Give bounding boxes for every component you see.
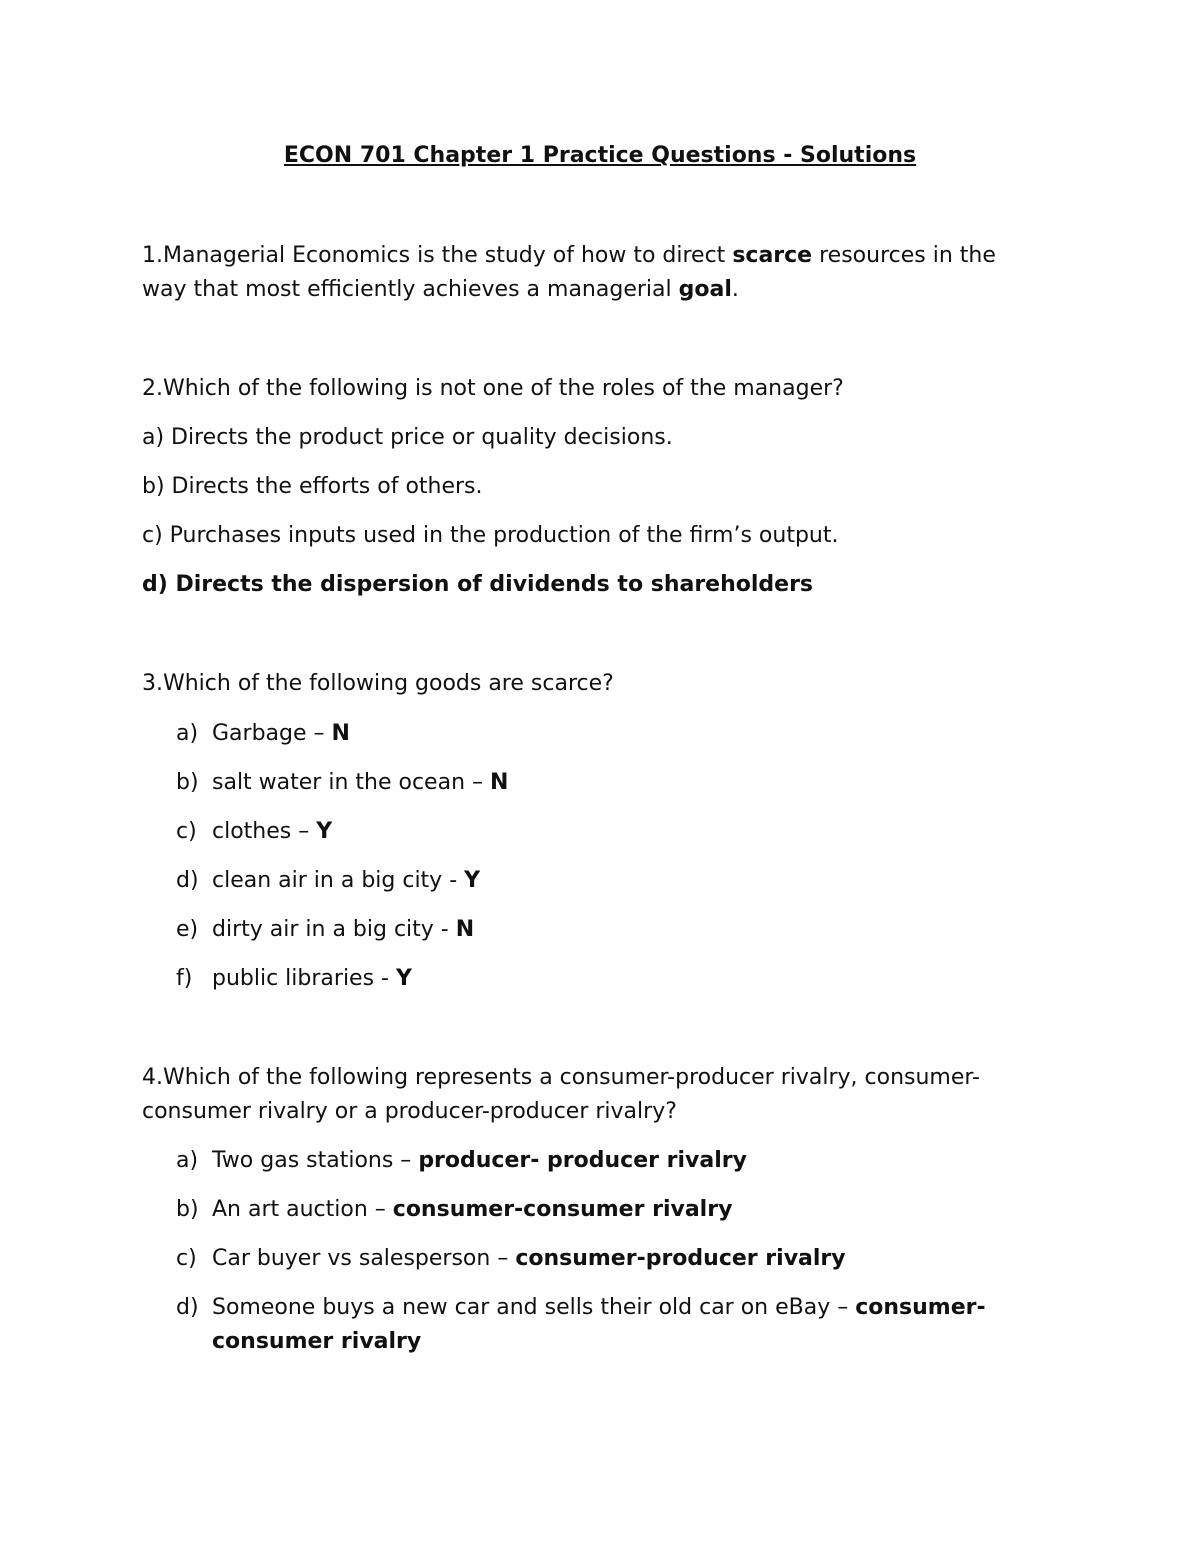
- q3-item-label: d): [176, 868, 199, 893]
- q4-item-answer: consumer-producer rivalry: [515, 1246, 846, 1271]
- q3-item-e: [176, 913, 474, 947]
- q3-item-answer: N: [490, 770, 509, 795]
- q4-item-text: Car buyer vs salesperson –: [212, 1246, 516, 1271]
- q3-item-label: b): [176, 770, 199, 795]
- q1-answer-scarce: scarce: [732, 243, 813, 268]
- q2-option-d-answer: d) Directs the dispersion of dividends to shareholders: [142, 572, 814, 597]
- q4-item-answer: producer- producer rivalry: [418, 1148, 747, 1173]
- q3-item-answer: N: [331, 721, 350, 746]
- q1-text-3: way that most efficiently achieves a managerial: [142, 277, 679, 302]
- q4-item-text: Two gas stations –: [212, 1148, 419, 1173]
- q3-item-c: [176, 815, 332, 849]
- q3-item-label: e): [176, 917, 199, 942]
- q4-item-label: d): [176, 1295, 199, 1320]
- q3-item-text: Garbage –: [212, 721, 332, 746]
- q4-item-d: [176, 1291, 986, 1325]
- q1-line-2: [142, 273, 739, 307]
- q3-item-label: a): [176, 721, 199, 746]
- q3-question: 3.Which of the following goods are scarce?: [142, 671, 614, 696]
- q3-item-answer: Y: [316, 819, 333, 844]
- q4-item-d-answer-cont: consumer rivalry: [212, 1329, 422, 1354]
- q3-item-answer: Y: [464, 868, 481, 893]
- q3-item-answer: Y: [395, 966, 412, 991]
- q3-item-d: [176, 864, 480, 898]
- q3-item-text: salt water in the ocean –: [212, 770, 490, 795]
- q4-item-b: [176, 1193, 732, 1227]
- q3-item-text: public libraries -: [212, 966, 396, 991]
- q1-text-1: 1.Managerial Economics is the study of how to direct: [142, 243, 733, 268]
- q4-item-c: [176, 1242, 846, 1276]
- q1-text-2: resources in the: [812, 243, 996, 268]
- q3-item-text: dirty air in a big city -: [212, 917, 456, 942]
- q2-option-a: a) Directs the product price or quality decisions.: [142, 425, 673, 450]
- q4-item-a: [176, 1144, 747, 1178]
- q4-item-answer: consumer-: [855, 1295, 986, 1320]
- q3-item-a: [176, 717, 350, 751]
- q4-item-text: Someone buys a new car and sells their old car on eBay –: [212, 1295, 856, 1320]
- q3-item-text: clothes –: [212, 819, 317, 844]
- q3-item-b: [176, 766, 508, 800]
- document-title: ECON 701 Chapter 1 Practice Questions - Solutions: [283, 143, 917, 168]
- q1-answer-goal: goal: [678, 277, 732, 302]
- q2-option-b: b) Directs the efforts of others.: [142, 474, 483, 499]
- q1-text-4: .: [731, 277, 739, 302]
- q4-question-line-2: consumer rivalry or a producer-producer rivalry?: [142, 1099, 677, 1124]
- q4-item-answer: consumer-consumer rivalry: [392, 1197, 733, 1222]
- q2-question: 2.Which of the following is not one of the roles of the manager?: [142, 376, 844, 401]
- q4-item-label: b): [176, 1197, 199, 1222]
- q2-option-c: c) Purchases inputs used in the production of the firm’s output.: [142, 523, 839, 548]
- q3-item-label: c): [176, 819, 197, 844]
- q4-item-text: An art auction –: [212, 1197, 393, 1222]
- q3-item-text: clean air in a big city -: [212, 868, 465, 893]
- q4-question-line-1: 4.Which of the following represents a consumer-producer rivalry, consumer-: [142, 1065, 980, 1090]
- q3-item-f: [176, 962, 412, 996]
- q3-item-label: f): [176, 966, 193, 991]
- q3-item-answer: N: [455, 917, 475, 942]
- q4-item-label: c): [176, 1246, 197, 1271]
- q4-item-label: a): [176, 1148, 199, 1173]
- q1-line-1: [142, 239, 996, 273]
